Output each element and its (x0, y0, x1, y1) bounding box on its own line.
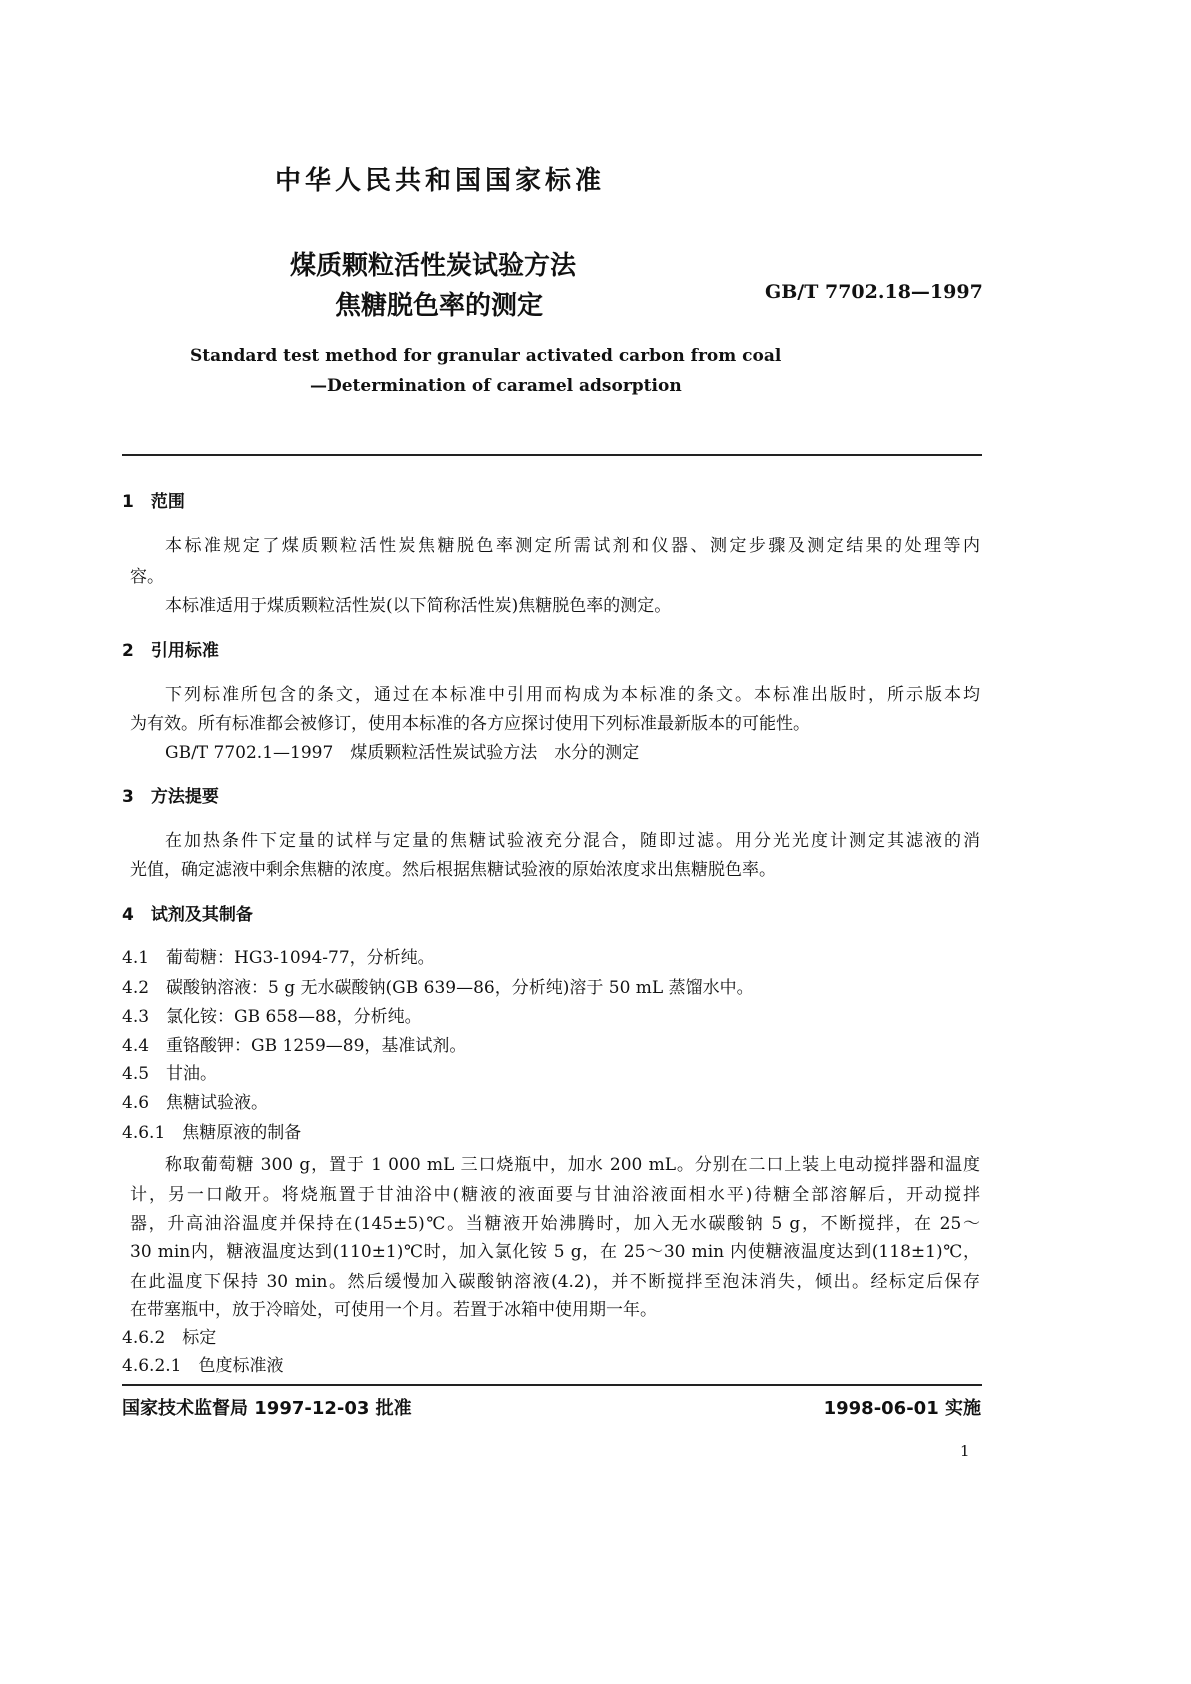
approval-date: 国家技术监督局 1997-12-03 批准 (122, 1398, 412, 1419)
english-title-line1: Standard test method for granular activated carbon from coal (190, 346, 782, 366)
header-rule (122, 454, 982, 456)
paragraph-line: 30 min内，糖液温度达到(110±1)℃时，加入氯化铵 5 g，在 25～30 min 内使糖液温度达到(118±1)℃， (130, 1242, 980, 1262)
paragraph-line: 容。 (130, 567, 164, 587)
english-title-line2: —Determination of caramel adsorption (310, 376, 682, 396)
item-4-6-2: 4.6.2 标定 (122, 1328, 217, 1348)
paragraph-line: 在此温度下保持 30 min。然后缓慢加入碳酸钠溶液(4.2)，并不断搅拌至泡沫消失，倾出。经标定后保存 (130, 1272, 980, 1292)
item-4-4: 4.4 重铬酸钾：GB 1259—89，基准试剂。 (122, 1036, 467, 1056)
footer-rule (122, 1384, 982, 1386)
paragraph-line: 为有效。所有标准都会被修订，使用本标准的各方应探讨使用下列标准最新版本的可能性。 (130, 714, 810, 734)
item-4-6-1: 4.6.1 焦糖原液的制备 (122, 1123, 302, 1143)
paragraph-line: 在加热条件下定量的试样与定量的焦糖试验液充分混合，随即过滤。用分光光度计测定其滤液的消 (165, 831, 980, 851)
paragraph-line: 在带塞瓶中，放于冷暗处，可使用一个月。若置于冰箱中使用期一年。 (130, 1300, 657, 1320)
referenced-standard: GB/T 7702.1—1997 煤质颗粒活性炭试验方法 水分的测定 (165, 743, 640, 763)
paragraph-line: 本标准规定了煤质颗粒活性炭焦糖脱色率测定所需试剂和仪器、测定步骤及测定结果的处理等内 (165, 536, 980, 556)
standard-code: GB/T 7702.18—1997 (765, 281, 983, 303)
item-4-5: 4.5 甘油。 (122, 1064, 218, 1084)
page-number: 1 (960, 1442, 970, 1460)
item-4-1: 4.1 葡萄糖：HG3-1094-77，分析纯。 (122, 948, 435, 968)
paragraph-line: 本标准适用于煤质颗粒活性炭(以下简称活性炭)焦糖脱色率的测定。 (165, 596, 672, 616)
item-4-6-2-1: 4.6.2.1 色度标准液 (122, 1356, 284, 1376)
item-4-6: 4.6 焦糖试验液。 (122, 1093, 269, 1113)
paragraph-line: 光值，确定滤液中剩余焦糖的浓度。然后根据焦糖试验液的原始浓度求出焦糖脱色率。 (130, 860, 776, 880)
section-3-heading: 3 方法提要 (122, 787, 219, 807)
paragraph-line: 计，另一口敞开。将烧瓶置于甘油浴中(糖液的液面要与甘油浴液面相水平)待糖全部溶解后，开动搅拌 (130, 1185, 980, 1205)
section-2-heading: 2 引用标准 (122, 641, 219, 661)
document-title-line2: 焦糖脱色率的测定 (335, 291, 544, 321)
item-4-3: 4.3 氯化铵：GB 658—88，分析纯。 (122, 1007, 422, 1027)
implementation-date: 1998-06-01 实施 (823, 1398, 981, 1419)
section-1-heading: 1 范围 (122, 492, 185, 512)
paragraph-line: 器，升高油浴温度并保持在(145±5)℃。当糖液开始沸腾时，加入无水碳酸钠 5 g，不断搅拌，在 25～ (130, 1214, 980, 1234)
item-4-2: 4.2 碳酸钠溶液：5 g 无水碳酸钠(GB 639—86，分析纯)溶于 50 mL 蒸馏水中。 (122, 978, 754, 998)
section-4-heading: 4 试剂及其制备 (122, 905, 253, 925)
document-title-line1: 煤质颗粒活性炭试验方法 (290, 251, 577, 281)
paragraph-line: 下列标准所包含的条文，通过在本标准中引用而构成为本标准的条文。本标准出版时，所示版本均 (165, 685, 980, 705)
national-standard-heading: 中华人民共和国国家标准 (275, 166, 606, 196)
paragraph-line: 称取葡萄糖 300 g，置于 1 000 mL 三口烧瓶中，加水 200 mL。分别在二口上装上电动搅拌器和温度 (165, 1155, 980, 1175)
